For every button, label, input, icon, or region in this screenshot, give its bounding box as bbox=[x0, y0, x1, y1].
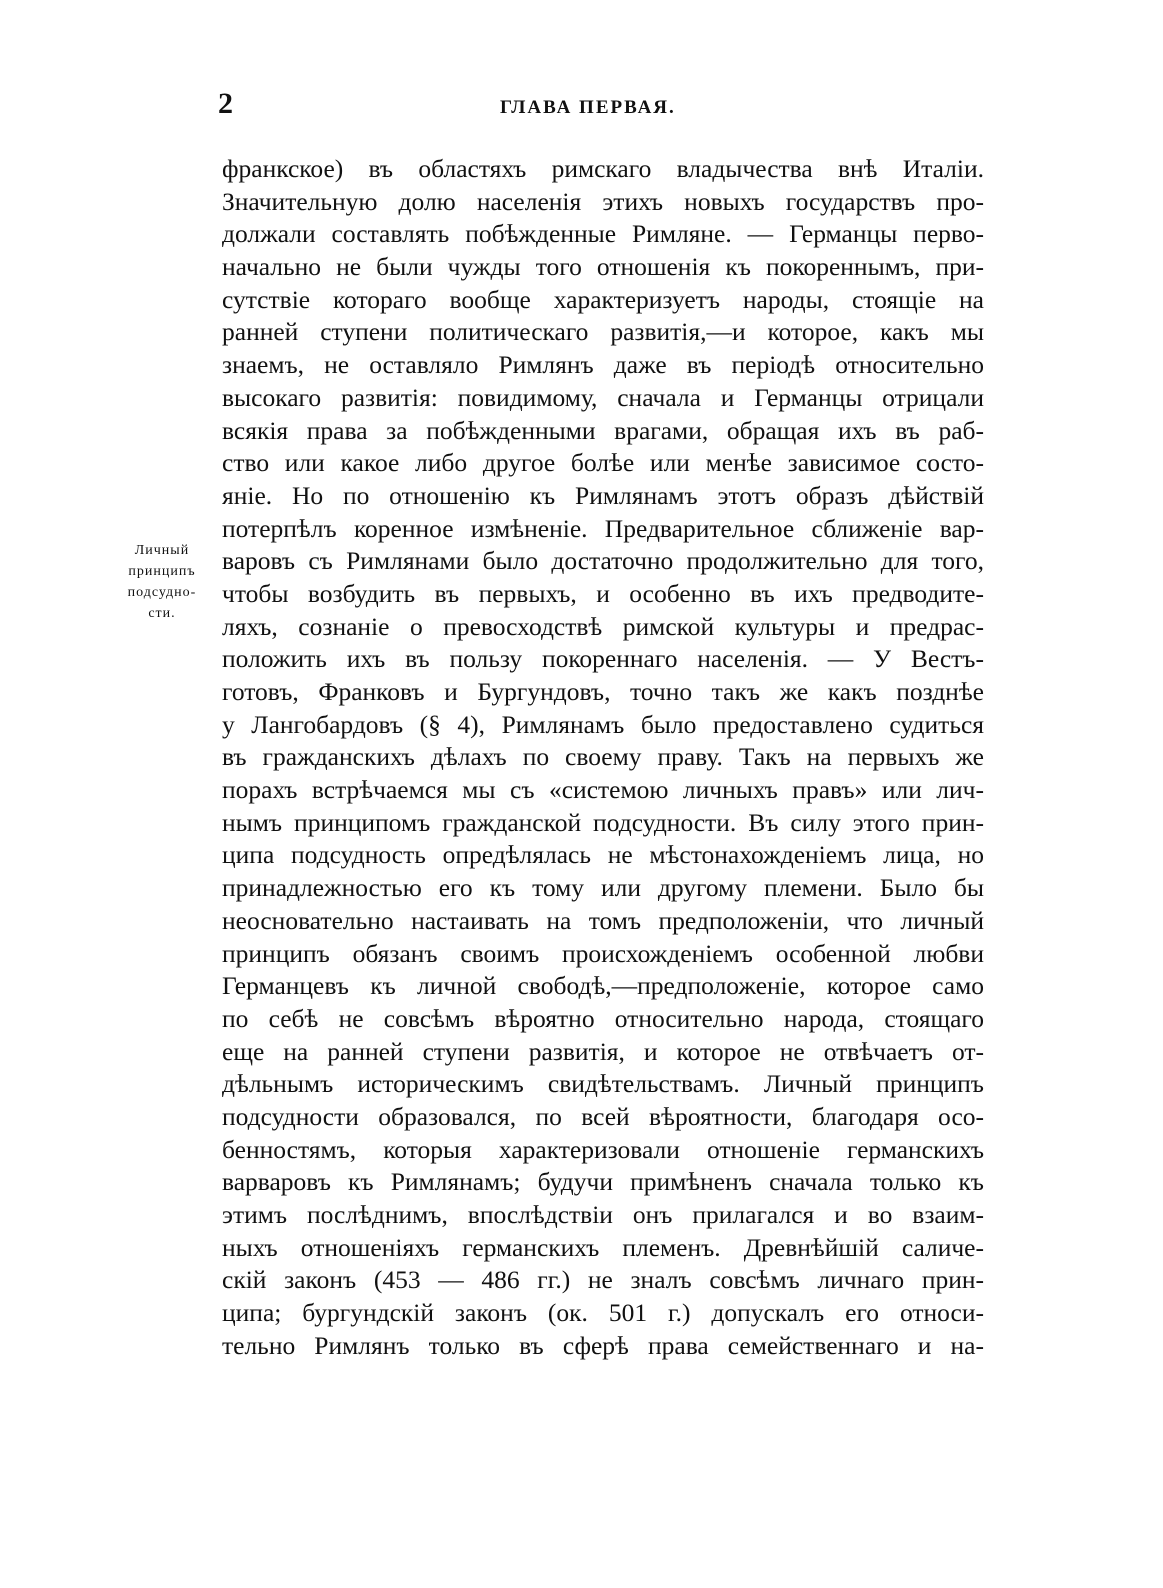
text-line: принадлежностью его къ тому или другому племени. Было бы bbox=[222, 873, 984, 903]
text-line: должали составлять побѣжденные Римляне. — Германцы перво- bbox=[222, 219, 984, 249]
text-line: ныхъ отношеніяхъ германскихъ племенъ. Древнѣйшій саличе- bbox=[222, 1232, 984, 1262]
text-line: франкское) въ областяхъ римскаго владычества внѣ Италіи. bbox=[222, 154, 984, 183]
text-line: положить ихъ въ пользу покореннаго населенія. — У Вестъ- bbox=[222, 644, 984, 674]
text-line: подсудности образовался, по всей вѣроятности, благодаря осо- bbox=[222, 1101, 984, 1131]
margin-note-line: сти. bbox=[148, 606, 176, 621]
margin-note bbox=[112, 540, 212, 624]
text-line: чтобы возбудить въ первыхъ, и особенно въ ихъ предводите- bbox=[222, 578, 984, 608]
text-line: сутствіе котораго вообще характеризуетъ народы, стоящіе на bbox=[222, 284, 984, 314]
running-head: ГЛАВА ПЕРВАЯ. bbox=[500, 97, 676, 118]
text-line: ранней ступени политическаго развитія,—и которое, какъ мы bbox=[222, 317, 984, 347]
text-line: высокаго развитія: повидимому, сначала и Германцы отрицали bbox=[222, 382, 984, 412]
page-number: 2 bbox=[218, 87, 233, 120]
text-line: ципа; бургундскій законъ (ок. 501 г.) допускалъ его относи- bbox=[222, 1298, 984, 1328]
text-line: Значительную долю населенія этихъ новыхъ государствъ про- bbox=[222, 186, 984, 216]
text-line: яніе. Но по отношенію къ Римлянамъ этотъ образъ дѣйствій bbox=[222, 480, 984, 510]
text-line: дѣльнымъ историческимъ свидѣтельствамъ. Личный принципъ bbox=[222, 1069, 984, 1099]
text-line: скій законъ (453 — 486 гг.) не зналъ совсѣмъ личнаго прин- bbox=[222, 1265, 984, 1295]
text-line: знаемъ, не оставляло Римлянъ даже въ періодѣ относительно bbox=[222, 350, 984, 380]
text-line: неосновательно настаивать на томъ предположеніи, что личный bbox=[222, 905, 984, 935]
text-line: порахъ встрѣчаемся мы съ «системою личныхъ правъ» или лич- bbox=[222, 775, 984, 805]
text-line: всякія права за побѣжденными врагами, обращая ихъ въ раб- bbox=[222, 415, 984, 445]
text-line: этимъ послѣднимъ, впослѣдствіи онъ прилагался и во взаим- bbox=[222, 1200, 984, 1229]
text-line: Германцевъ къ личной свободѣ,—предположеніе, которое само bbox=[222, 971, 984, 1001]
text-line: ство или какое либо другое болѣе или менѣе зависимое состо- bbox=[222, 448, 984, 478]
text-line: по себѣ не совсѣмъ вѣроятно относительно народа, стоящаго bbox=[222, 1003, 984, 1033]
text-line: бенностямъ, которыя характеризовали отношеніе германскихъ bbox=[222, 1134, 984, 1164]
text-line: ципа подсудность опредѣлялась не мѣстонахожденіемъ лица, но bbox=[222, 840, 984, 870]
margin-note-line: принципъ bbox=[128, 564, 196, 579]
text-line: еще на ранней ступени развитія, и которое не отвѣчаетъ от- bbox=[222, 1036, 984, 1066]
text-line: готовъ, Франковъ и Бургундовъ, точно такъ же какъ позднѣе bbox=[222, 677, 984, 706]
text-line: потерпѣлъ коренное измѣненіе. Предварительное сближеніе вар- bbox=[222, 513, 984, 543]
text-line: у Лангобардовъ (§ 4), Римлянамъ было предоставлено судиться bbox=[222, 709, 984, 739]
body-text bbox=[222, 153, 984, 1362]
text-line: въ гражданскихъ дѣлахъ по своему праву. Такъ на первыхъ же bbox=[222, 742, 984, 772]
margin-note-line: Личный bbox=[134, 543, 190, 558]
text-line: принципъ обязанъ своимъ происхожденіемъ особенной любви bbox=[222, 938, 984, 968]
margin-note-line: подсудно- bbox=[127, 585, 197, 600]
text-line: варовъ съ Римлянами было достаточно продолжительно для того, bbox=[222, 546, 984, 576]
text-line: варваровъ къ Римлянамъ; будучи примѣненъ сначала только къ bbox=[222, 1167, 984, 1197]
text-line: начально не были чужды того отношенія къ покореннымъ, при- bbox=[222, 252, 984, 282]
text-line: тельно Римлянъ только въ сферѣ права семейственнаго и на- bbox=[222, 1330, 984, 1360]
text-line: ляхъ, сознаніе о превосходствѣ римской культуры и предрас- bbox=[222, 611, 984, 641]
text-line: нымъ принципомъ гражданской подсудности. Въ силу этого прин- bbox=[222, 807, 984, 837]
